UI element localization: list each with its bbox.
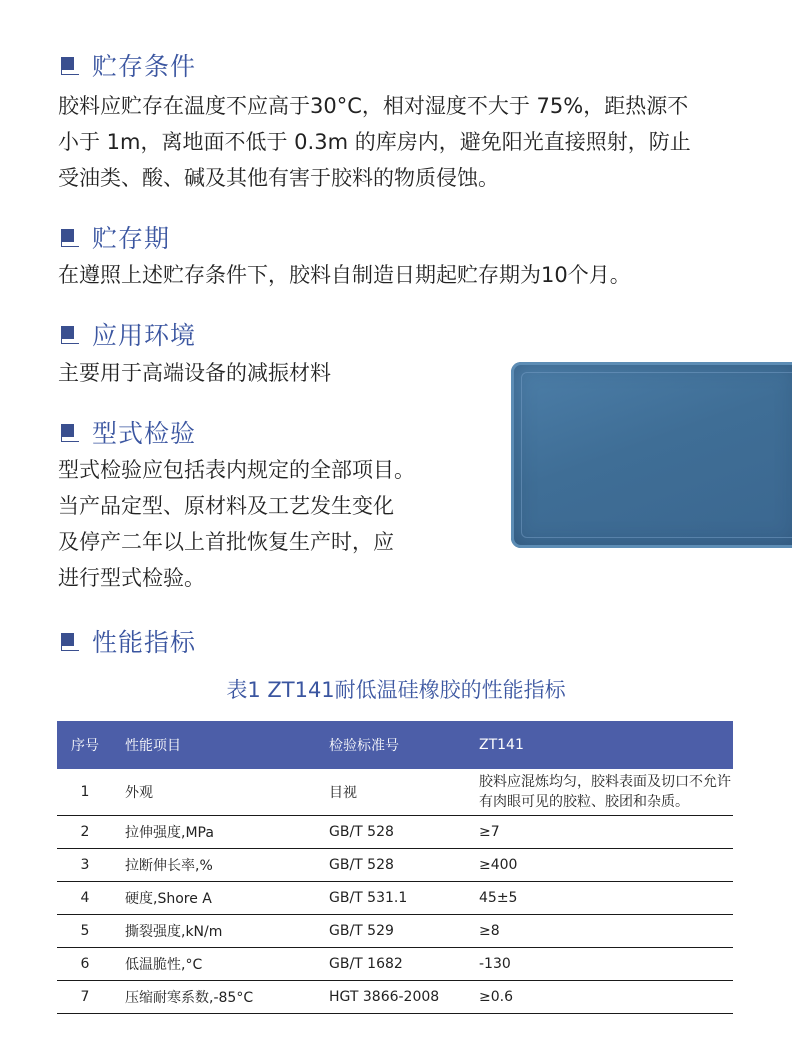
table-cell: ≥8 <box>467 915 733 948</box>
square-bullet-icon <box>58 54 80 76</box>
table-cell: 撕裂强度,kN/m <box>113 915 317 948</box>
table-row <box>57 981 733 1014</box>
section-heading-shelf-life <box>58 219 170 255</box>
table-cell: GB/T 528 <box>317 816 467 849</box>
square-bullet-icon <box>58 226 80 248</box>
table-cell: ≥7 <box>467 816 733 849</box>
table-cell: 拉伸强度,MPa <box>113 816 317 849</box>
table-cell: GB/T 1682 <box>317 948 467 981</box>
text-line: 及停产二年以上首批恢复生产时，应 <box>58 530 394 554</box>
table-cell: 胶料应混炼均匀，胶料表面及切口不允许有肉眼可见的胶粒、胶团和杂质。 <box>467 769 733 816</box>
table-row <box>57 849 733 882</box>
column-header: ZT141 <box>479 737 524 753</box>
table-cell: 3 <box>57 849 113 882</box>
type-test-text <box>58 452 415 596</box>
text-line: 进行型式检验。 <box>58 566 205 590</box>
text-line: 当产品定型、原材料及工艺发生变化 <box>58 494 394 518</box>
text-line: 胶料应贮存在温度不应高于30°C，相对湿度不大于 75%，距热源不 <box>58 94 689 118</box>
table-cell: 4 <box>57 882 113 915</box>
column-header: 序号 <box>71 738 99 754</box>
table-cell: 2 <box>57 816 113 849</box>
section-heading-storage-conditions <box>58 47 196 83</box>
table-cell: 拉断伸长率,% <box>113 849 317 882</box>
table-cell: 5 <box>57 915 113 948</box>
table-cell: 外观 <box>113 769 317 816</box>
section-heading-type-test <box>58 414 196 450</box>
table-cell: 45±5 <box>467 882 733 915</box>
product-photo <box>511 362 792 548</box>
column-header: 性能项目 <box>125 738 181 754</box>
table-row <box>57 882 733 915</box>
table-cell: -130 <box>467 948 733 981</box>
text-line: 在遵照上述贮存条件下，胶料自制造日期起贮存期为10个月。 <box>58 263 631 287</box>
text-line: 受油类、酸、碱及其他有害于胶料的物质侵蚀。 <box>58 166 499 190</box>
table-cell: ≥400 <box>467 849 733 882</box>
square-bullet-icon <box>58 323 80 345</box>
table-cell: 低温脆性,°C <box>113 948 317 981</box>
section-title: 应用环境 <box>92 321 197 350</box>
table-cell: GB/T 531.1 <box>317 882 467 915</box>
application-text <box>58 355 331 391</box>
table-row <box>57 948 733 981</box>
text-line: 小于 1m，离地面不低于 0.3m 的库房内，避免阳光直接照射，防止 <box>58 130 691 154</box>
section-heading-application <box>58 316 196 352</box>
square-bullet-icon <box>58 630 80 652</box>
table-row <box>57 769 733 816</box>
table-cell: 6 <box>57 948 113 981</box>
shelf-life-text <box>58 257 631 293</box>
section-heading-performance <box>58 623 196 659</box>
table-cell: 硬度,Shore A <box>113 882 317 915</box>
table-cell: 7 <box>57 981 113 1014</box>
table-cell: 1 <box>57 769 113 816</box>
text-line: 主要用于高端设备的减振材料 <box>58 361 331 385</box>
section-title: 型式检验 <box>92 419 197 448</box>
column-header: 检验标准号 <box>329 738 399 754</box>
section-title: 贮存期 <box>92 224 171 253</box>
performance-table <box>57 721 733 1014</box>
table-cell: 压缩耐寒系数,-85°C <box>113 981 317 1014</box>
section-title: 性能指标 <box>92 628 197 657</box>
table-cell: GB/T 528 <box>317 849 467 882</box>
square-bullet-icon <box>58 421 80 443</box>
section-title: 贮存条件 <box>92 52 197 81</box>
table-cell: 目视 <box>317 769 467 816</box>
table-row <box>57 816 733 849</box>
table-caption: 表1 ZT141耐低温硅橡胶的性能指标 <box>226 678 566 702</box>
table-header-row <box>57 721 733 769</box>
table-row <box>57 915 733 948</box>
table-cell: ≥0.6 <box>467 981 733 1014</box>
storage-conditions-text <box>58 88 691 196</box>
table-cell: HGT 3866-2008 <box>317 981 467 1014</box>
text-line: 型式检验应包括表内规定的全部项目。 <box>58 458 415 482</box>
table-cell: GB/T 529 <box>317 915 467 948</box>
